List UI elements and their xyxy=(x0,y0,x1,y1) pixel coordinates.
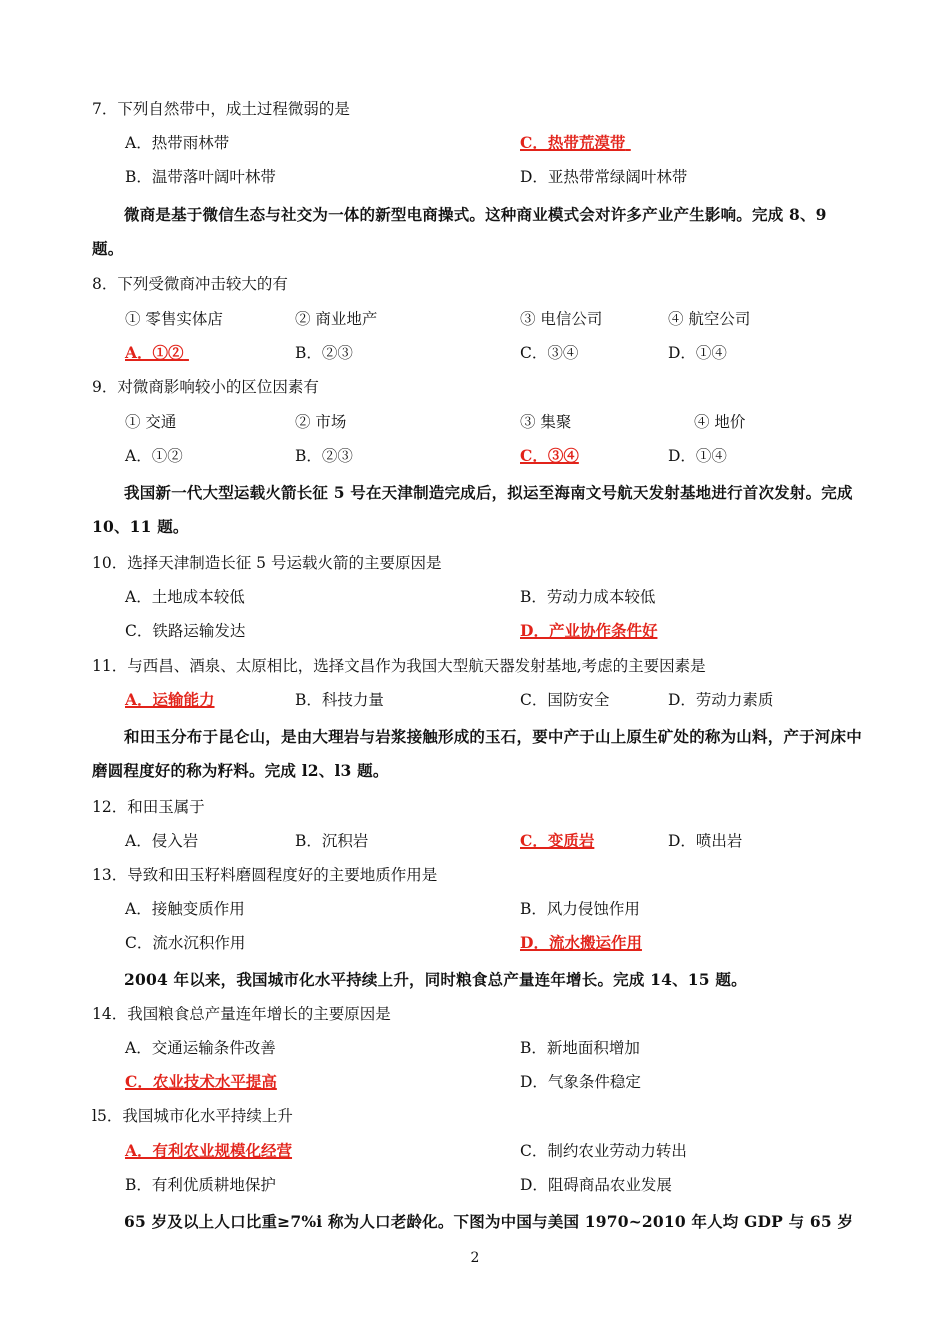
answer-option xyxy=(125,308,223,330)
text: A．接触变质作用 xyxy=(125,900,245,918)
answer-option xyxy=(295,689,384,711)
text: D．①④ xyxy=(668,447,727,465)
answer-option xyxy=(125,445,183,467)
answer-option xyxy=(520,1174,672,1196)
answer-option-correct xyxy=(125,342,190,364)
answer-option-correct xyxy=(520,830,594,852)
answer-option xyxy=(520,1037,640,1059)
question-stem xyxy=(92,552,441,574)
text: D．阻碍商品农业发展 xyxy=(520,1176,672,1194)
answer-option xyxy=(520,586,655,608)
text: A．①② xyxy=(125,447,183,465)
text: C．③④ xyxy=(520,446,579,465)
passage-paragraph xyxy=(92,1205,862,1239)
text: C．热带荒漠带 xyxy=(520,133,626,152)
text: 2004 年以来，我国城市化水平持续上升，同时粮食总产量连年增长。完成 14、15 题。 xyxy=(124,970,747,989)
page-number: 2 xyxy=(470,1250,480,1266)
answer-option xyxy=(125,586,245,608)
text: B．温带落叶阔叶林带 xyxy=(125,168,276,186)
question-stem xyxy=(92,98,350,120)
answer-option xyxy=(668,445,727,467)
text: B．②③ xyxy=(295,344,353,362)
question-stem xyxy=(92,376,319,398)
answer-option xyxy=(668,342,727,364)
question-stem xyxy=(92,796,205,818)
text: C．铁路运输发达 xyxy=(125,622,246,640)
text: D．亚热带常绿阔叶林带 xyxy=(520,168,688,186)
text: C．③④ xyxy=(520,344,579,362)
answer-option xyxy=(668,308,750,330)
text: B．风力侵蚀作用 xyxy=(520,900,640,918)
passage-paragraph xyxy=(92,198,862,266)
text: ④ 航空公司 xyxy=(668,310,751,328)
answer-option xyxy=(668,830,742,852)
text: B．有利优质耕地保护 xyxy=(125,1176,276,1194)
text: C．制约农业劳动力转出 xyxy=(520,1142,687,1160)
text: C．农业技术水平提高 xyxy=(125,1072,277,1091)
text: 14．我国粮食总产量连年增长的主要原因是 xyxy=(92,1005,391,1023)
answer-option-correct xyxy=(520,620,657,642)
answer-option xyxy=(125,830,198,852)
answer-option xyxy=(520,411,571,433)
text: l5．我国城市化水平持续上升 xyxy=(92,1107,293,1125)
text: A．热带雨林带 xyxy=(125,134,230,152)
text: 10．选择天津制造长征 5 号运载火箭的主要原因是 xyxy=(92,554,442,572)
text: A．运输能力 xyxy=(125,690,215,709)
text: 9．对微商影响较小的区位因素有 xyxy=(92,378,319,396)
text: 7．下列自然带中，成土过程微弱的是 xyxy=(92,100,350,118)
passage-paragraph xyxy=(92,720,862,788)
text: B．沉积岩 xyxy=(295,832,369,850)
question-stem xyxy=(92,1105,293,1127)
answer-option xyxy=(520,342,578,364)
text: D．产业协作条件好 xyxy=(520,621,658,640)
underline-padding xyxy=(625,132,659,154)
answer-option xyxy=(125,132,229,154)
answer-option xyxy=(694,411,745,433)
passage-paragraph xyxy=(92,476,862,544)
answer-option xyxy=(125,411,176,433)
answer-option xyxy=(125,620,245,642)
question-stem xyxy=(92,655,706,677)
text: D．流水搬运作用 xyxy=(520,933,642,952)
passage-paragraph xyxy=(92,963,862,997)
answer-option xyxy=(125,898,245,920)
text: C．流水沉积作用 xyxy=(125,934,246,952)
answer-option xyxy=(520,689,609,711)
text: A．侵入岩 xyxy=(125,832,199,850)
text: 微商是基于微信生态与社交为一体的新型电商操式。这种商业模式会对许多产业产生影响。完成 8、9 题。 xyxy=(92,205,827,258)
answer-option-correct xyxy=(125,1140,292,1162)
text: C．国防安全 xyxy=(520,691,610,709)
answer-option xyxy=(520,1140,687,1162)
answer-option-correct xyxy=(125,1071,277,1093)
answer-option xyxy=(520,1071,641,1093)
text: 和田玉分布于昆仑山，是由大理岩与岩浆接触形成的玉石，要中产于山上原生矿处的称为山料，产于河床中磨圆程度好的称为籽料。完成 l2、l3 题。 xyxy=(92,727,862,780)
text: 11．与西昌、酒泉、太原相比，选择文昌作为我国大型航天器发射基地,考虑的主要因素是 xyxy=(92,657,706,675)
text: D．喷出岩 xyxy=(668,832,743,850)
answer-option xyxy=(668,689,773,711)
answer-option xyxy=(520,898,640,920)
question-stem xyxy=(92,1003,391,1025)
question-stem xyxy=(92,864,437,886)
answer-option xyxy=(295,411,346,433)
answer-option xyxy=(295,445,353,467)
answer-option-correct xyxy=(520,445,579,467)
answer-option xyxy=(125,1037,276,1059)
answer-option xyxy=(520,166,687,188)
text: A．有利农业规模化经营 xyxy=(125,1141,293,1160)
answer-option-correct xyxy=(125,689,215,711)
text: D．①④ xyxy=(668,344,727,362)
text: C．变质岩 xyxy=(520,831,595,850)
answer-option xyxy=(295,342,353,364)
underline-padding xyxy=(184,342,190,364)
text: B．②③ xyxy=(295,447,353,465)
text: ① 交通 xyxy=(125,413,177,431)
text: ③ 集聚 xyxy=(520,413,572,431)
text: D．气象条件稳定 xyxy=(520,1073,641,1091)
answer-option-correct xyxy=(520,132,659,154)
question-stem xyxy=(92,273,288,295)
text: B．劳动力成本较低 xyxy=(520,588,656,606)
text: 8．下列受微商冲击较大的有 xyxy=(92,275,288,293)
text: ② 市场 xyxy=(295,413,347,431)
answer-option xyxy=(520,308,602,330)
text: A．土地成本较低 xyxy=(125,588,245,606)
text: 我国新一代大型运载火箭长征 5 号在天津制造完成后，拟运至海南文号航天发射基地进行首次发射。完成 10、11 题。 xyxy=(92,483,853,536)
text: A．①② xyxy=(125,343,184,362)
text: D．劳动力素质 xyxy=(668,691,774,709)
text: A．交通运输条件改善 xyxy=(125,1039,276,1057)
answer-option xyxy=(125,166,276,188)
text: ② 商业地产 xyxy=(295,310,378,328)
text: 12．和田玉属于 xyxy=(92,798,205,816)
answer-option xyxy=(295,830,368,852)
text: B．新地面积增加 xyxy=(520,1039,640,1057)
text: ③ 电信公司 xyxy=(520,310,603,328)
answer-option xyxy=(295,308,377,330)
text: 13．导致和田玉籽料磨圆程度好的主要地质作用是 xyxy=(92,866,438,884)
answer-option xyxy=(125,1174,276,1196)
answer-option xyxy=(125,932,245,954)
text: ④ 地价 xyxy=(694,413,746,431)
text: ① 零售实体店 xyxy=(125,310,223,328)
answer-option-correct xyxy=(520,932,642,954)
text: B．科技力量 xyxy=(295,691,384,709)
text: 65 岁及以上人口比重≥7%i 称为人口老龄化。下图为中国与美国 1970~2010 年人均 GDP 与 65 岁 xyxy=(124,1212,854,1231)
